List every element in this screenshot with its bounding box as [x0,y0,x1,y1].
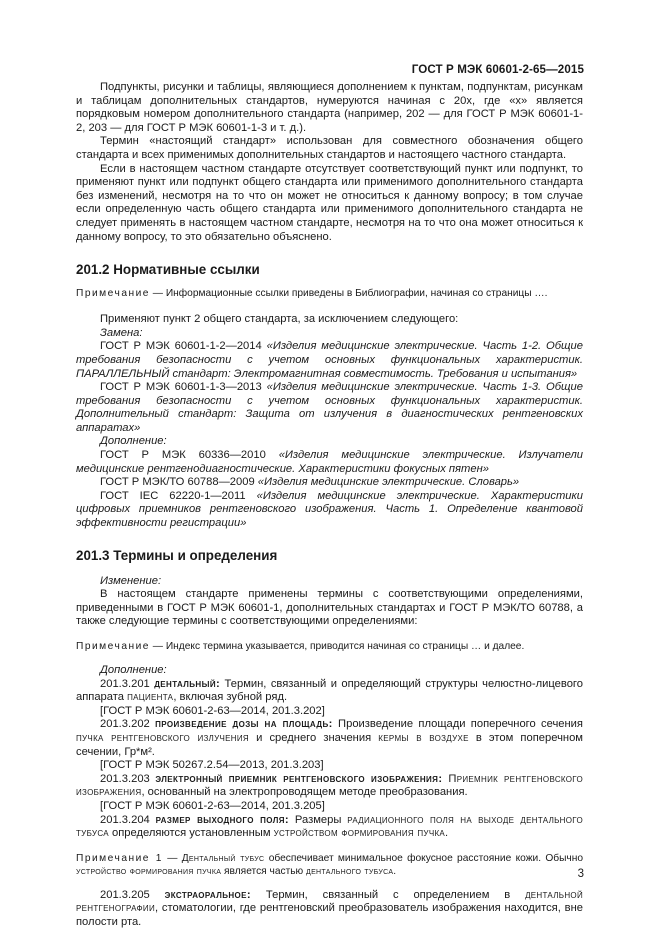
document-body [76,81,583,930]
term-number: 201.3.204 [100,813,156,826]
term-reference: радиационного поля на выходе дентального тубуса [76,813,583,840]
note-1-dental-tube [76,852,583,878]
term-text: . [445,827,449,840]
term-reference: устройство формирования пучка [76,865,222,877]
term-text: определяются установленным [108,827,274,840]
term-source: [ГОСТ Р МЭК 60601-2-63—2014, 201.3.202] [100,704,325,717]
term-text: , стоматологии, где рентгеновский преобразователь изображения находится, вне полости рта. [76,902,583,928]
section-heading-normative-references: 201.2 Нормативные ссылки [76,262,260,278]
reference-title: «Изделия медицинские электрические. Излучатели медицинские рентгенодиагностические. Характеристики фокусных пятен» [76,449,583,475]
term-source: [ГОСТ Р МЭК 50267.2.54—2013, 201.3.203] [100,759,324,772]
term-reference: дентального тубуса [306,865,394,877]
reference-code: ГОСТ Р МЭК 60601-1-2—2014 [100,340,267,353]
term-reference: кермы в воздухе [378,731,469,744]
reference-title: «Изделия медицинские электрические. Характеристики цифровых приемников рентгеновского изображения. Часть 1. Определение квантовой эффективности регистрации» [76,489,583,530]
addition-label: Дополнение: [100,664,167,676]
term-text: , включая зубной ряд. [173,691,288,704]
note-label: Примечание [76,288,150,300]
reference-code: ГОСТ IEC 62220-1—2011 [100,489,257,502]
change-paragraph: В настоящем стандарте применены термины с соответствующими определениями, приведенными в ГОСТ Р МЭК 60601-1, дополнительных стандартах и ГОСТ Р МЭК/ТО 60788, а также следующие термины с соответствующими определениями: [76,588,583,628]
note-label: Примечание 1 [76,852,163,864]
reference-title: «Изделия медицинские электрические. Часть 1-2. Общие требования безопасности с учетом основных функциональных характеристик. ПАРАЛЛЕЛЬНЫЙ стандарт: Электромагнитная совместимость. Требования и испытания» [76,340,583,380]
document-header: ГОСТ Р МЭК 60601-2-65—2015 [411,63,584,76]
term-text: в этом поперечном сечении, Гр*м². [76,731,583,758]
term-reference: дентальной рентгенографии [76,888,583,915]
term-number: 201.3.201 [100,677,155,690]
note-text: — Индекс термина указывается, приводится начиная со страницы … и далее. [149,641,525,652]
intro-paragraph-3: Если в настоящем частном стандарте отсутствует соответствующий пункт или подпункт, то применяют пункт или подпункт общего стандарта или применимого дополнительного стандарта без изменений, несмотря на то что он может не относиться к данному вопросу; в том случае если определенную часть общего стандарта или применимого дополнительного стандарта не следует применять в настоящем частном стандарте, несмотря на то что она может относиться к данному вопросу, то это обязательно объяснено. [76,162,583,243]
term-title: электронный приемник рентгеновского изображения: [155,772,443,785]
reference-code: ГОСТ Р МЭК/ТО 60788—2009 [100,476,258,489]
reference-code: ГОСТ Р МЭК 60601-1-3—2013 [100,381,267,394]
term-title: дентальный: [154,677,221,690]
term-number: 201.3.202 [100,718,156,731]
reference-title: «Изделия медицинские электрические. Часть 1-3. Общие требования безопасности с учетом основных функциональных характеристик. Дополнительный стандарт: Защита от излучения в диагностических рентгеновских аппаратах» [76,381,583,434]
term-entry-205 [76,889,583,930]
term-title: экстраоральное: [164,888,252,901]
replacement-label: Замена: [100,326,143,339]
term-text: Размеры [289,813,348,826]
term-text: Термин, связанный с определением в [251,888,526,901]
reference-item [76,476,583,490]
term-text: и среднего значения [248,731,379,744]
reference-code: ГОСТ Р МЭК 60336—2010 [100,449,279,462]
term-text: , основанный на электропроводящем методе преобразования. [141,786,468,799]
term-reference: пучка рентгеновского излучения [76,731,249,744]
term-text: Произведение площади поперечного сечения [332,718,583,731]
note-text: — [162,852,182,864]
note-text: является частью [221,865,307,877]
term-reference: устройством формирования пучка [273,827,446,840]
reference-title: «Изделия медицинские электрические. Словарь» [257,476,520,489]
term-entry-201 [76,678,583,705]
note-text: обеспечивает минимальное фокусное расстояние кожи. Обычно [264,852,583,864]
section-heading-terms: 201.3 Термины и определения [76,547,278,563]
term-number: 201.3.205 [100,888,165,901]
term-number: 201.3.203 [100,772,156,785]
term-source: [ГОСТ Р МЭК 60601-2-63—2014, 201.3.205] [100,799,325,812]
note-normative-references [76,287,583,300]
change-label: Изменение: [100,574,162,587]
term-title: размер выходного поля: [155,813,290,826]
reference-item [76,449,583,476]
page-number: 3 [577,868,584,880]
term-title: произведение дозы на площадь: [155,718,333,731]
note-terms-index [76,640,583,653]
note-text: . [393,865,397,877]
note-label: Примечание [76,641,150,652]
term-text: Термин, связанный и определяющий структуры челюстно-лицевого аппарата [76,677,583,704]
intro-paragraph-1: Подпункты, рисунки и таблицы, являющиеся дополнением к пунктам, подпунктам, рисункам и таблицам дополнительных стандартов, нумеруются начиная с 20x, где «x» является порядковым номером дополнительного стандарта (например, 202 — для ГОСТ Р МЭК 60601-1-2, 203 — для ГОСТ Р МЭК 60601-1-3 и т. д.). [76,81,583,134]
term-reference: Дентальный тубус [181,852,265,864]
note-text: — Информационные ссылки приведены в Библиографии, начиная со страницы …. [149,288,548,300]
reference-item [76,490,583,531]
term-reference: пациента [127,691,174,704]
term-entry-204 [76,814,583,841]
term-reference: Приемник рентгеновского изображения [76,772,583,799]
term-entry-203 [76,773,583,800]
apply-statement: Применяют пункт 2 общего стандарта, за исключением следующего: [100,313,459,326]
reference-item [76,381,583,435]
term-entry-202 [76,718,583,759]
intro-paragraph-2: Термин «настоящий стандарт» использован для совместного обозначения общего стандарта и всех применимых дополнительных стандартов и настоящего частного стандарта. [76,135,583,161]
addition-label: Дополнение: [100,435,167,448]
reference-item [76,340,583,381]
